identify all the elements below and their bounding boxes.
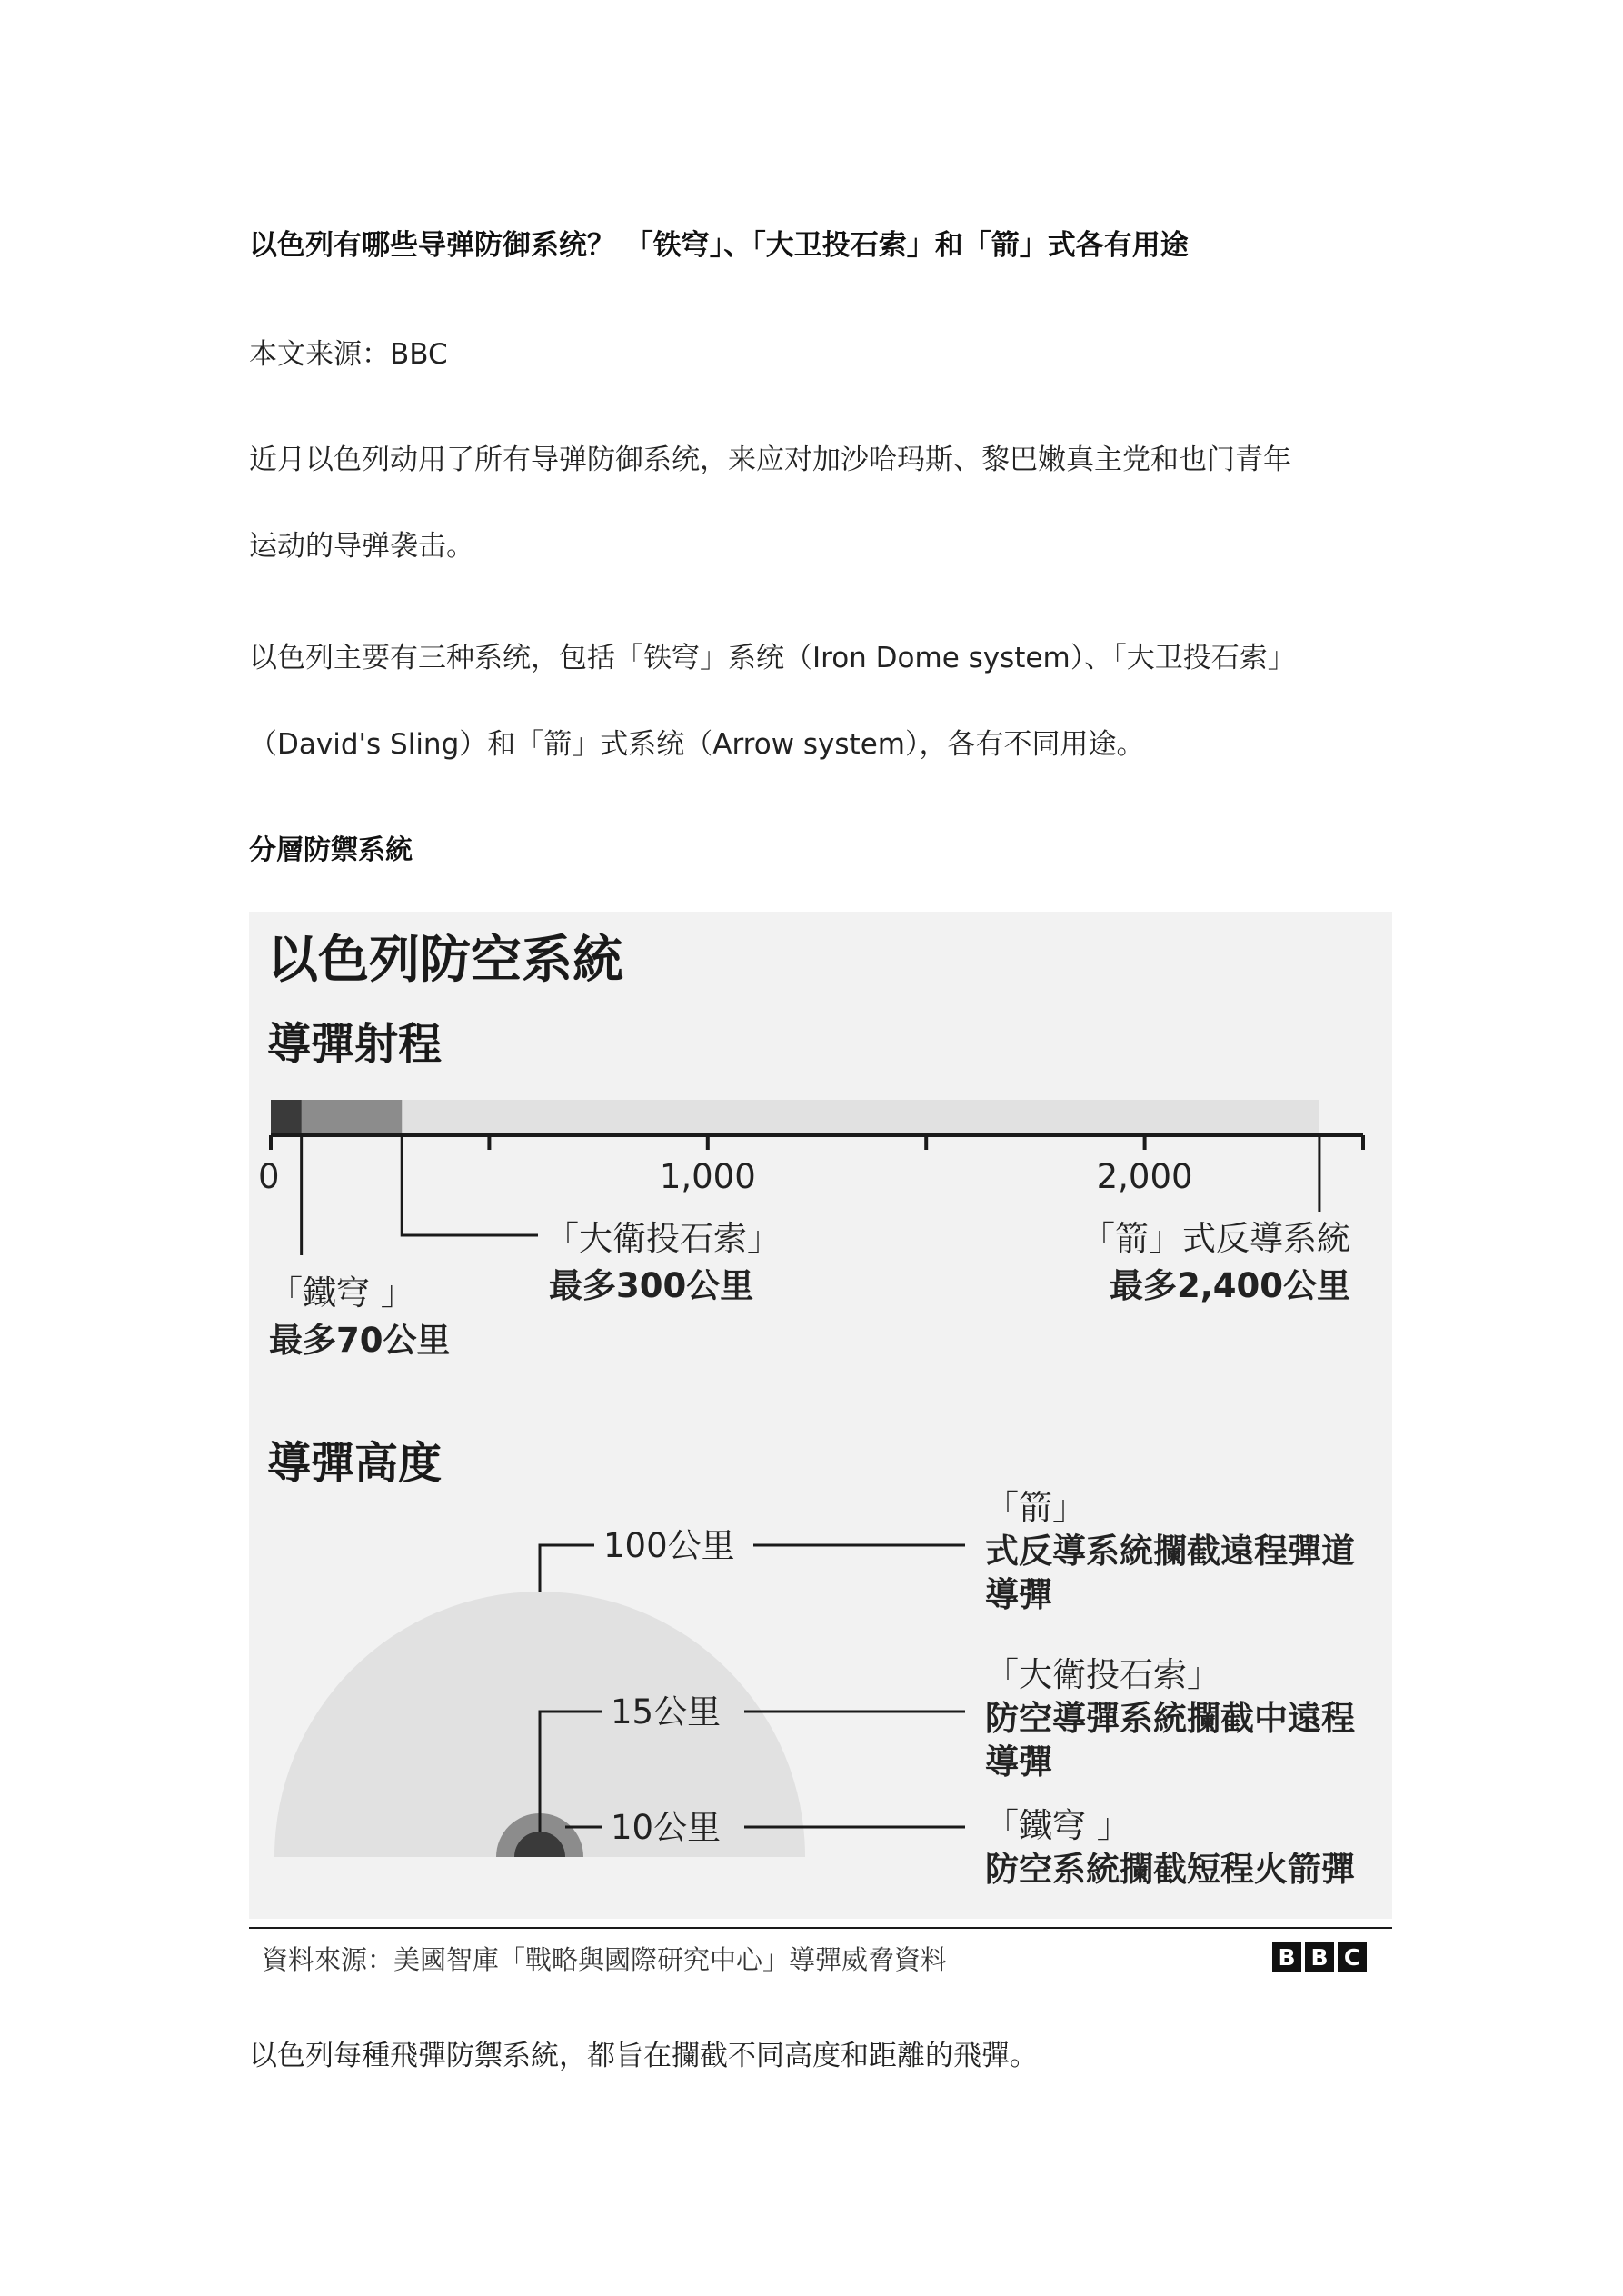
range-bar-3 bbox=[271, 1100, 1319, 1133]
paragraph-1-line-2: 运动的导弹袭击。 bbox=[249, 530, 474, 563]
davids-sling-range-value: 最多300公里 bbox=[549, 1266, 754, 1305]
bbc-logo-letter-3: C bbox=[1343, 1944, 1361, 1971]
missile-defense-infographic bbox=[249, 912, 1392, 1993]
paragraph-1-line-1: 近月以色列动用了所有导弹防御系统，来应对加沙哈玛斯、黎巴嫩真主党和也门青年 bbox=[249, 444, 1291, 476]
range-bars bbox=[271, 1100, 1319, 1133]
arrow-range-value: 最多2,400公里 bbox=[1109, 1266, 1350, 1305]
arrow-altitude-label: 100公里 bbox=[603, 1526, 735, 1565]
davids-sling-range-label: 「大衛投石索」 bbox=[545, 1219, 781, 1258]
iron-dome-system-desc-1: 防空系統攔截短程火箭彈 bbox=[985, 1850, 1355, 1889]
altitude-heading: 導彈高度 bbox=[267, 1438, 443, 1489]
davids-sling-altitude-label: 15公里 bbox=[611, 1692, 722, 1732]
paragraph-2-line-1: 以色列主要有三种系统，包括「铁穹」系统（Iron Dome system）、「大卫投石索」 bbox=[249, 642, 1296, 674]
article-source: 本文来源：BBC bbox=[249, 338, 448, 371]
arrow-system-name: 「箭」 bbox=[985, 1488, 1086, 1527]
iron-dome-range-value: 最多70公里 bbox=[269, 1321, 451, 1360]
arrow-system-desc-1: 式反導系統攔截遠程彈道 bbox=[985, 1532, 1355, 1571]
infographic-caption: 以色列每種飛彈防禦系統，都旨在攔截不同高度和距離的飛彈。 bbox=[249, 2040, 1038, 2072]
footer-source: 資料來源：美國智庫「戰略與國際研究中心」導彈威脅資料 bbox=[262, 1944, 948, 1975]
iron-dome-altitude-label: 10公里 bbox=[611, 1808, 722, 1847]
iron-dome-range-label: 「鐵穹 」 bbox=[269, 1273, 414, 1313]
arrow-range-label: 「箭」式反導系統 bbox=[1081, 1219, 1350, 1258]
davids-sling-system-desc-1: 防空導彈系統攔截中遠程 bbox=[985, 1699, 1355, 1738]
bbc-logo bbox=[1272, 1942, 1367, 1972]
bbc-logo-letter-2: B bbox=[1310, 1944, 1329, 1971]
range-bar-1 bbox=[271, 1100, 302, 1133]
paragraph-2-line-2: （David's Sling）和「箭」式系统（Arrow system），各有不同用途。 bbox=[249, 728, 1145, 761]
range-tick-label-2: 2,000 bbox=[1096, 1157, 1193, 1196]
infographic-title: 以色列防空系統 bbox=[267, 931, 623, 990]
davids-sling-system-name: 「大衛投石索」 bbox=[985, 1655, 1220, 1694]
infographic-canvas bbox=[249, 912, 1392, 1993]
davids-sling-system-desc-2: 導彈 bbox=[985, 1742, 1052, 1782]
article-title: 以色列有哪些导弹防御系统？ 「铁穹」、「大卫投石索」和「箭」式各有用途 bbox=[249, 229, 1189, 262]
bbc-logo-letter-1: B bbox=[1278, 1944, 1296, 1971]
section-heading: 分層防禦系統 bbox=[249, 834, 413, 866]
arrow-system-desc-2: 導彈 bbox=[985, 1575, 1052, 1614]
range-tick-label-1: 1,000 bbox=[659, 1157, 756, 1196]
range-heading: 導彈射程 bbox=[267, 1019, 443, 1070]
range-tick-label-0: 0 bbox=[258, 1157, 280, 1196]
iron-dome-system-name: 「鐵穹 」 bbox=[985, 1806, 1130, 1845]
